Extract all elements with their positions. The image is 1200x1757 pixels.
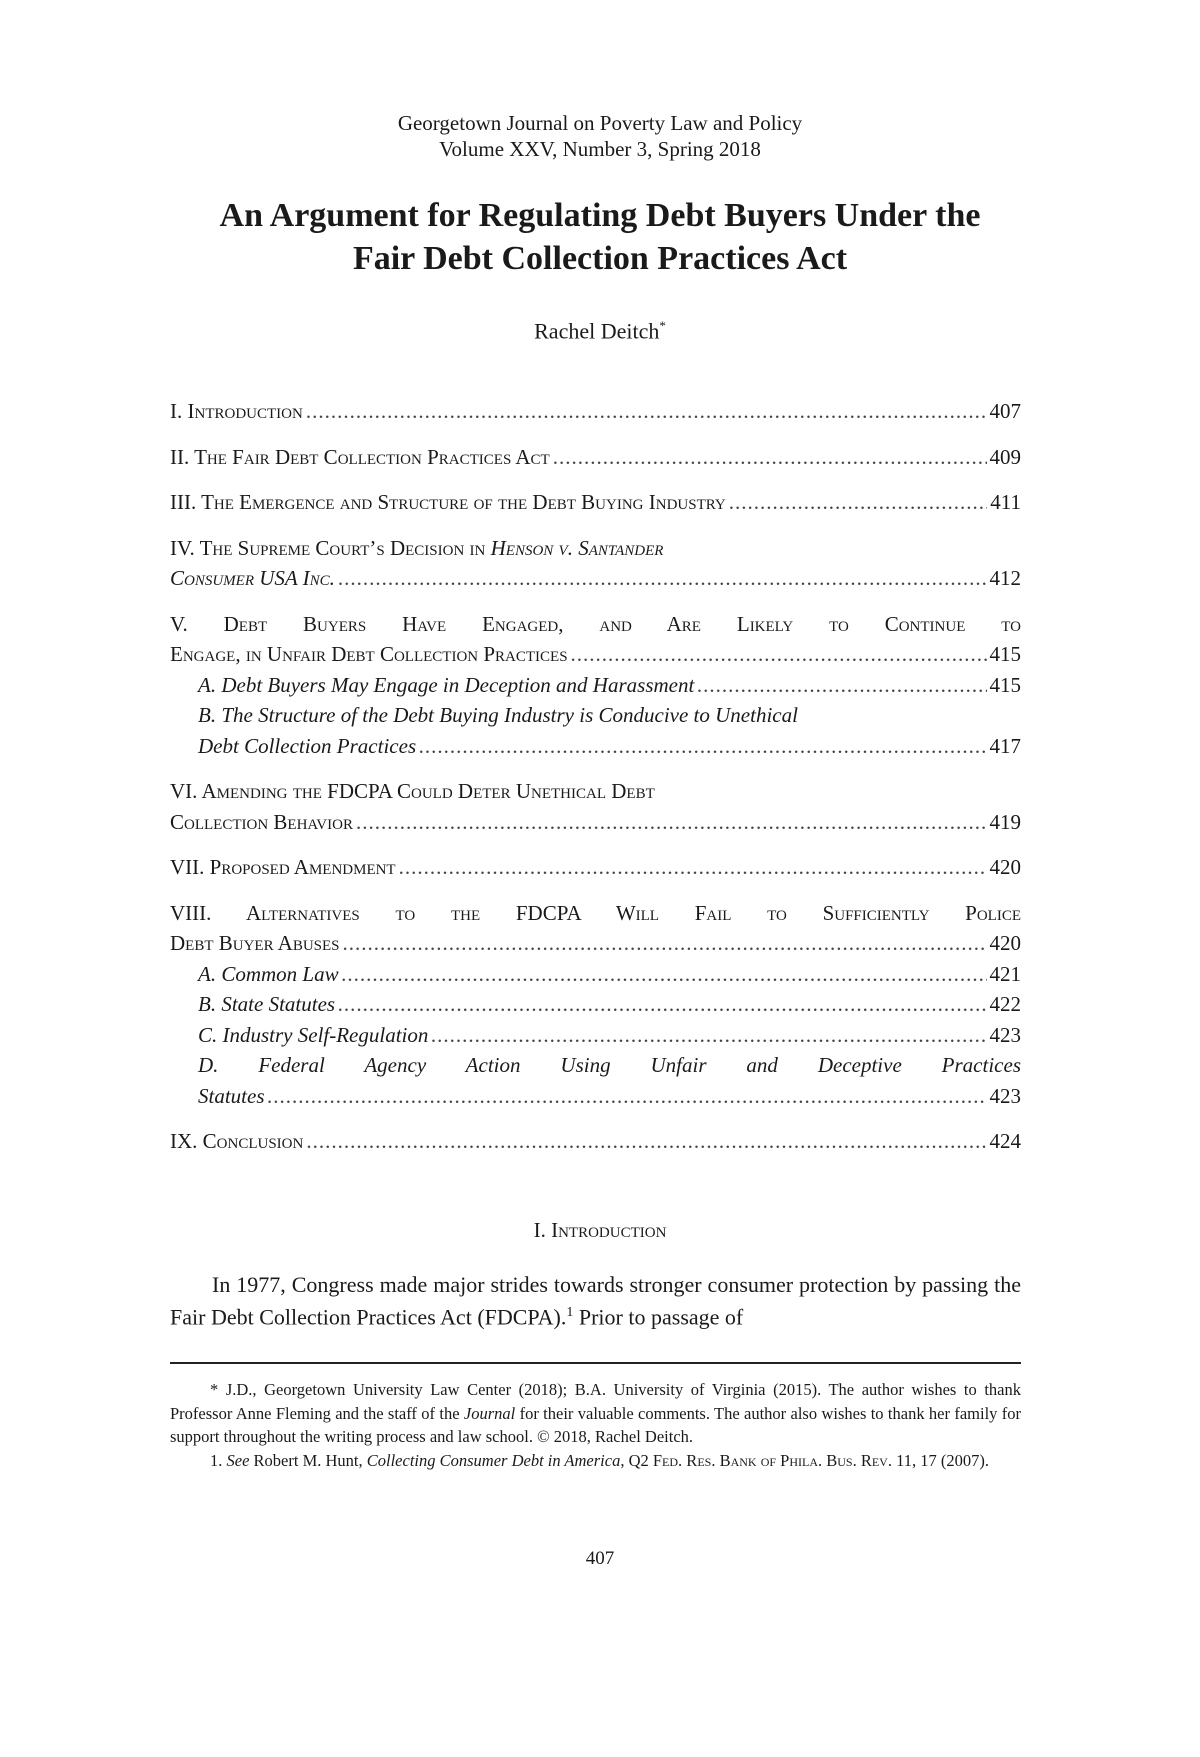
toc-page: 412: [989, 566, 1021, 590]
footnote-number: 1.: [210, 1450, 227, 1470]
body-paragraph: [170, 1271, 1021, 1331]
toc-leader: [431, 1020, 986, 1051]
toc-leader: [342, 959, 987, 990]
body-sentence: In 1977, Congress made major strides towards stronger consumer protection by passing the Fair Debt Collection Practices Act (FDCPA).: [170, 1272, 1021, 1330]
toc-page: 420: [989, 931, 1021, 955]
footnote-citation: , Q2 Fed. Res. Bank of Phila. Bus. Rev. 11, 17 (2007).: [620, 1450, 989, 1470]
toc-entry-henson-decision[interactable]: [170, 533, 1021, 594]
footnotes: [170, 1378, 1021, 1472]
toc-leader: [553, 442, 987, 473]
toc-case-name: Henson v. Santander: [490, 535, 664, 560]
toc-label: D. Federal Agency Action Using Unfair and Deceptive Practices: [198, 1053, 1021, 1077]
toc-entry-debt-buying-industry[interactable]: [170, 487, 1021, 518]
toc-leader: [306, 1126, 986, 1157]
toc-label: VII. Proposed Amendment: [170, 855, 396, 879]
toc-page: 421: [989, 961, 1021, 986]
journal-issue: Volume XXV, Number 3, Spring 2018: [439, 137, 761, 161]
toc-label-continued: Engage, in Unfair Debt Collection Practices: [170, 642, 568, 666]
author-footnote-mark: *: [659, 318, 666, 333]
journal-name: Georgetown Journal on Poverty Law and Policy: [397, 111, 803, 135]
body-text: [170, 1271, 1021, 1331]
toc-case-name-continued: Consumer USA Inc.: [170, 566, 335, 590]
toc-page: 422: [989, 992, 1021, 1016]
toc-page: 423: [989, 1083, 1021, 1108]
toc-subentry-state-statutes[interactable]: [170, 989, 1021, 1020]
toc-entry-introduction[interactable]: [170, 396, 1021, 427]
page-number: 407: [585, 1548, 615, 1569]
toc-subentry-industry-structure[interactable]: [170, 700, 1021, 761]
toc-entry-amending-fdcpa[interactable]: [170, 776, 1021, 837]
toc-label-continued: Debt Buyer Abuses: [170, 931, 340, 955]
toc-subentry-self-regulation[interactable]: [170, 1020, 1021, 1051]
toc-entry-conclusion[interactable]: [170, 1126, 1021, 1157]
section-heading: I. Introduction: [533, 1218, 667, 1242]
article-title: [160, 194, 1040, 280]
toc-label-continued: Collection Behavior: [170, 809, 353, 834]
article-author: [0, 318, 1200, 344]
toc-subentry-federal-agency[interactable]: [170, 1050, 1021, 1111]
toc-page: 407: [989, 399, 1021, 423]
toc-leader: [419, 731, 986, 762]
toc-label: IX. Conclusion: [170, 1129, 304, 1153]
toc-label: C. Industry Self-Regulation: [198, 1022, 429, 1047]
toc-label-continued: Statutes: [198, 1083, 265, 1108]
toc-label: III. The Emergence and Structure of the Debt Buying Industry: [170, 490, 726, 514]
toc-page: 420: [989, 855, 1021, 879]
toc-page: 415: [989, 642, 1021, 666]
toc-label: I. Introduction: [170, 399, 303, 423]
toc-entry-unfair-practices[interactable]: [170, 609, 1021, 670]
footnote-1: [170, 1449, 1021, 1473]
body-sentence-continued: Prior to passage of: [573, 1304, 744, 1330]
toc-page: 415: [989, 672, 1021, 697]
toc-leader: [338, 563, 987, 594]
toc-subentry-deception-harassment[interactable]: [170, 670, 1021, 701]
toc-label: A. Common Law: [198, 961, 339, 986]
toc-label-continued: Debt Collection Practices: [198, 733, 417, 758]
toc-leader: [399, 852, 987, 883]
table-of-contents: [170, 396, 1021, 1157]
toc-page: 423: [989, 1022, 1021, 1047]
toc-entry-fdcpa[interactable]: [170, 442, 1021, 473]
toc-label: B. State Statutes: [198, 992, 336, 1016]
footnote-text-continued: for their valuable comments. The author also wishes to thank her family for support throughout the writing process and law school. © 2018, Rachel Deitch.: [170, 1403, 1022, 1446]
footnote-signal: See: [226, 1450, 250, 1470]
toc-label: V. Debt Buyers Have Engaged, and Are Likely to Continue to: [170, 611, 1021, 636]
toc-page: 417: [989, 733, 1021, 758]
article-title-line-1: An Argument for Regulating Debt Buyers Under the: [219, 197, 981, 234]
footnote-divider: [170, 1362, 1021, 1364]
toc-leader: [356, 807, 987, 838]
toc-leader: [338, 989, 986, 1020]
toc-label: II. The Fair Debt Collection Practices Act: [170, 444, 550, 469]
toc-label: VIII. Alternatives to the FDCPA Will Fail to Sufficiently Police: [170, 900, 1021, 925]
toc-leader: [571, 639, 987, 670]
toc-page: 419: [989, 809, 1021, 834]
toc-label: VI. Amending the FDCPA Could Deter Unethical Debt: [170, 779, 655, 803]
toc-page: 409: [989, 444, 1021, 469]
toc-leader: [697, 670, 986, 701]
toc-page: 411: [990, 490, 1021, 514]
footnote-source-title: Collecting Consumer Debt in America: [366, 1450, 621, 1470]
footnote-journal-name: Journal: [463, 1403, 516, 1423]
toc-entry-proposed-amendment[interactable]: [170, 852, 1021, 883]
toc-subentry-common-law[interactable]: [170, 959, 1021, 990]
footnote-author-name: Robert M. Hunt,: [249, 1450, 367, 1470]
toc-leader: [343, 928, 987, 959]
toc-entry-alternatives[interactable]: [170, 898, 1021, 959]
toc-leader: [268, 1081, 987, 1112]
footnote-text: * J.D., Georgetown University Law Center (2018); B.A. University of Virginia (2015). The author wishes to thank Professor Anne Fleming and the staff of the: [170, 1380, 1021, 1423]
footnote-author: [170, 1378, 1021, 1449]
article-title-line-2: Fair Debt Collection Practices Act: [352, 240, 848, 277]
toc-page: 424: [989, 1129, 1021, 1153]
toc-label: A. Debt Buyers May Engage in Deception and Harassment: [198, 672, 695, 697]
toc-label: IV. The Supreme Court’s Decision in: [170, 535, 486, 560]
footnote-reference[interactable]: 1: [566, 1305, 574, 1320]
author-name: Rachel Deitch: [534, 318, 660, 344]
toc-leader: [729, 487, 988, 518]
toc-leader: [306, 396, 987, 427]
toc-label: B. The Structure of the Debt Buying Industry is Conducive to Unethical: [198, 703, 798, 727]
